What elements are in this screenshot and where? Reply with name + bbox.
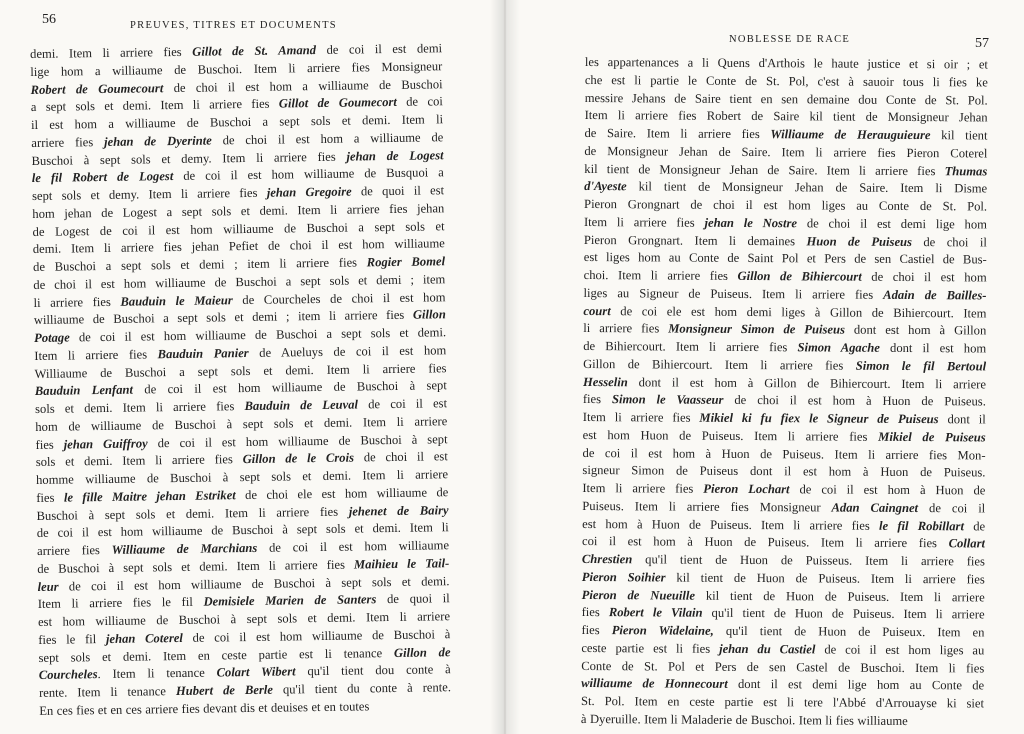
text-run: de Bihiercourt. Item li arriere fies [583, 338, 798, 355]
proper-name: le fille Maitre jehan Estriket [63, 487, 236, 505]
text-run: hom de williaume de Buschoi à sept sols et demi. Item li arriere [35, 413, 448, 434]
text-run: fies [581, 605, 609, 620]
text-run: de coi il est hom williaume de Buschoi à sept sols et demi. Item li [36, 520, 449, 541]
proper-name: jehan de Dyerinte [103, 133, 212, 149]
text-run: coi il est hom à Huon de Puiseus. Item li arriere fies [581, 534, 949, 551]
text-run: sols et demi. Item li arriere fies [34, 399, 245, 416]
text-line [582, 498, 985, 518]
text-run: Conte de St. Pol et Pers de sen Castel de Buschoi. Item li fies [581, 658, 985, 675]
proper-name: Mikiel ki fu fiex le Signeur de Puiseus [699, 410, 939, 427]
text-line [583, 427, 986, 447]
text-run: Buschoi à sept sols et demy. Item li arriere fies [31, 149, 347, 168]
proper-name: jehan du Castiel [719, 641, 816, 657]
text-run: de Buschoi a sept sols et demi ; item li arriere fies [32, 255, 367, 274]
right-page [505, 0, 1024, 734]
text-run: de choi il est hom williaume de Buschoi a sept sols et demi ; item [33, 271, 446, 292]
proper-name: Gillon de Bihiercourt [737, 268, 862, 284]
text-run: qu'il tient de Huon de Puiseus. Item li arriere [702, 605, 985, 622]
text-run: kil tient de Huon de Puiseus. Item li arriere [695, 588, 985, 604]
text-run: est hom Huon de Puiseus. Item li arriere fies [582, 427, 879, 444]
proper-name: Gillon de le Crois [242, 450, 355, 467]
proper-name: Rogier Bomel [366, 254, 446, 270]
text-line [584, 196, 987, 216]
proper-name: le fil Robert de Logest [31, 169, 174, 186]
text-run: de choi ele est hom williaume de [235, 484, 449, 502]
proper-name: Gillot de St. Amand [192, 43, 317, 59]
text-run: de coi il est hom à Huon de [789, 482, 986, 498]
text-run: de Saire. Item li arriere fies [584, 125, 771, 142]
text-run: kil tient de Monsigneur Jehan de Saire. Item li Disme [626, 179, 988, 196]
text-run: de choi il [911, 234, 987, 249]
text-run: de choi il est hom a williaume de Buschoi [163, 76, 443, 95]
text-run: Item li arriere fies [582, 480, 704, 496]
proper-name: Huon de Puiseus [806, 233, 913, 249]
proper-name: jehan de Logest [346, 147, 444, 164]
text-run: kil tient de Monsigneur Jehan de Saire. Item li arriere fies [584, 161, 945, 178]
text-run: de quoi il [376, 591, 450, 607]
text-run: est hom williaume de Buschoi à sept sols et demi. Item li arriere [37, 609, 451, 629]
proper-name: jehan le Nostre [704, 215, 798, 231]
text-run: les appartenances a li Quens d'Arthois le haute justice et si oir ; et [584, 54, 988, 72]
proper-name: Courcheles [38, 667, 98, 683]
text-run: de coi il est hom williaume de Buschoi à sept sols et demi. [58, 573, 450, 594]
text-run: est hom à Huon de Puiseus. Item li arriere fies [582, 516, 880, 533]
proper-name: Pieron de Nueuille [581, 587, 696, 603]
proper-name: Demisiele Marien de Santers [203, 592, 377, 609]
proper-name: le fil Robillart [879, 518, 965, 533]
text-run: de coi il est hom williaume [257, 538, 450, 555]
text-run: de coi il est demi [315, 41, 443, 58]
proper-name: Simon le Vaasseur [611, 392, 724, 408]
text-run: Item li arriere fies [582, 409, 700, 425]
proper-name: Collart [948, 536, 986, 551]
text-run: de Courcheles de choi il est hom [232, 289, 446, 307]
left-page [0, 0, 505, 734]
text-run: fies le fil [38, 631, 107, 647]
text-run: est liges hom au Conte de Saint Pol et Pers de sen Castiel de Bus- [583, 250, 987, 267]
text-line [582, 551, 985, 571]
text-run: Item li arriere fies [583, 214, 705, 230]
text-run: kil tient de Huon de Puiseus. Item li arriere fies [665, 570, 985, 587]
proper-name: Chrestien [581, 551, 633, 567]
text-run: signeur Simon de Puiseus dont il est hom à Huon de Puiseus. [582, 463, 986, 480]
text-run: de choi il est hom a williaume de [211, 129, 444, 148]
text-run: liges au Signeur de Puiseus. Item li arriere fies [583, 285, 884, 302]
text-run: choi. Item li arriere fies [583, 267, 738, 283]
text-run: sols et demi. Item li arriere fies [35, 452, 243, 470]
proper-name: Potage [33, 330, 70, 345]
text-run: qu'il tient dou conte à [295, 662, 451, 679]
text-line [583, 338, 986, 358]
text-run: fies [36, 490, 64, 505]
proper-name: Robert le Vilain [608, 605, 703, 620]
text-run: . Item li tenance [97, 665, 217, 682]
text-run: St. Pol. Item en ceste partie est li tere l'Abbé d'Arrouayse ki siet [581, 693, 985, 711]
text-run: Buschoi à sept sols et demi. Item li arriere fies [36, 504, 349, 523]
text-line [583, 409, 986, 429]
proper-name: Hesselin [582, 374, 628, 389]
proper-name: Hubert de Berle [175, 682, 273, 699]
page-body-text [581, 54, 988, 731]
proper-name: leur [37, 579, 59, 594]
text-run: dont est hom à Gillon [844, 322, 987, 338]
text-run: de coi il [918, 500, 986, 516]
text-run: Item li arriere fies le fil [37, 594, 204, 612]
proper-name: Simon Agache [797, 340, 880, 355]
text-run: fies [581, 622, 612, 638]
proper-name: Gillon de [393, 644, 451, 660]
text-line [584, 267, 987, 287]
proper-name: Bauduin Lenfant [34, 382, 134, 399]
proper-name: jehan Gregoire [266, 184, 352, 200]
proper-name: Williaume de Herauguieure [770, 127, 931, 143]
proper-name: Colart Wibert [216, 664, 296, 680]
text-run: messire Jehans de Saire tient en sen demaine dou Conte de St. Pol. [584, 90, 988, 107]
text-run: de choi il est [353, 449, 448, 465]
text-run: de [963, 518, 986, 533]
text-run: Pieron Grongnart. Item li demaines [583, 232, 807, 248]
text-line [584, 143, 987, 163]
text-run: arriere fies [36, 542, 112, 558]
proper-name: Pieron Widelaine, [611, 623, 714, 638]
text-line [583, 356, 986, 376]
text-run: hom jehan de Logest a sept sols et demi. Item li arriere fies jehan [32, 200, 445, 221]
proper-name: Mikiel de Puiseus [878, 429, 986, 445]
proper-name: jehan Coterel [105, 630, 183, 646]
text-run: qu'il tient de Huon de Puisseus. Item li arriere fies [632, 552, 985, 569]
proper-name: williaume de Honnecourt [581, 676, 728, 692]
proper-name: Monsigneur Simon de Puiseus [668, 321, 845, 337]
proper-name: Bauduin de Leuval [244, 397, 359, 414]
proper-name: Robert de Goumecourt [30, 80, 164, 97]
proper-name: court [583, 303, 611, 318]
proper-name: d'Ayeste [584, 179, 627, 194]
text-run: Pieron Grongnart de choi il est hom liges au Conte de St. Pol. [584, 196, 988, 214]
text-line [581, 711, 984, 731]
proper-name: Pieron Soihier [581, 569, 666, 585]
proper-name: jehan Guiffroy [63, 435, 148, 452]
text-run: sept sols et demy. Item li arriere fies [31, 185, 267, 203]
text-run: Williaume de Buschoi a sept sols et demi. Item li arriere fies [34, 360, 447, 381]
text-line [585, 54, 988, 74]
text-run: de coi il est hom williaume de Buschoi à sept [147, 431, 448, 450]
text-run: dont il est hom [879, 340, 987, 356]
text-run: de choi il est hom à Huon de Puiseus. [723, 393, 986, 409]
text-run: de coi il est [357, 396, 448, 412]
text-run: demi. Item li arriere fies jehan Pefiet de choi il est hom williaume [32, 236, 445, 257]
text-run: de coi il est hom liges au [815, 642, 985, 658]
text-run: de coi il est hom à Huon de Puiseus. Item li arriere fies Mon- [582, 445, 986, 462]
page-number: 56 [42, 12, 56, 27]
text-line [582, 569, 985, 589]
text-run: lige hom a williaume de Buschoi. Item li arriere fies Monsigneur [30, 58, 443, 79]
proper-name: Pieron Lochart [703, 481, 790, 497]
proper-name: Bauduin Panier [157, 345, 249, 361]
text-run: dont il est hom à Gillon de Bihiercourt. Item li arriere [627, 374, 987, 391]
text-run: de Buschoi à sept sols et demi. Item li arriere fies [37, 557, 355, 576]
proper-name: Adain de Bailles- [883, 287, 987, 303]
text-run: ceste partie est li fies [581, 640, 720, 656]
text-run: sept sols et demi. Item en ceste partie est li tenance [38, 645, 395, 665]
text-run: de coi il est hom williaume de Busquoi a [173, 165, 444, 184]
text-run: li arriere fies [33, 294, 121, 310]
text-run: rente. Item li tenance [38, 684, 177, 700]
proper-name: Maihieu le Tail- [353, 555, 450, 572]
text-run: de coi il est hom williaume de Buschoi à [182, 626, 451, 645]
text-line [583, 285, 986, 305]
page-body-text [30, 40, 451, 720]
text-run: de quoi il est [351, 183, 445, 199]
text-run: il est hom a williaume de Buschoi a sept sols et demi. Item li [31, 112, 444, 132]
text-run: Gillon de Bihiercourt. Item li arriere fies [583, 356, 856, 373]
proper-name: Williaume de Marchians [111, 540, 258, 557]
text-run: li arriere fies [583, 321, 669, 336]
text-run: Puiseus. Item li arriere fies Monsigneur [582, 498, 832, 515]
proper-name: Bauduin le Maieur [120, 292, 233, 309]
proper-name: Thumas [944, 163, 988, 178]
text-run: de Aueluys de coi il est hom [248, 342, 447, 360]
text-line [581, 693, 984, 713]
text-run: fies [35, 437, 64, 452]
text-run: de choi il est hom [861, 269, 987, 285]
text-run: homme williaume de Buschoi à sept sols et demi. Item li arriere [35, 467, 449, 487]
text-run: Item li arriere fies [34, 346, 158, 363]
text-line [584, 125, 987, 145]
text-run: qu'il tient de Huon de Puiseux. Item en [713, 623, 985, 640]
text-run: Item li arriere fies Robert de Saire kil tient de Monsigneur Jehan [584, 108, 988, 125]
text-line [585, 72, 988, 92]
text-run: En ces fies et en ces arriere fies devant dis et deuises et en toutes [39, 699, 370, 718]
page-number: 57 [975, 36, 989, 51]
proper-name: Adan Caingnet [831, 500, 919, 515]
text-run: de Logest de coi il est hom williaume de Buschoi a sept sols et [32, 218, 445, 239]
proper-name: jehenet de Bairy [348, 502, 449, 519]
text-run: williaume de Buschoi a sept sols et demi ; item li arriere fies [33, 307, 413, 328]
text-run: a sept sols et demi. Item li arriere fies [30, 96, 279, 115]
text-run: de choi il est demi lige hom [796, 216, 988, 232]
proper-name: Simon le fil Bertoul [855, 358, 987, 374]
proper-name: Gillon [412, 307, 446, 322]
text-run: de coi ele est hom demi liges à Gillon de Bihiercourt. Item [610, 303, 987, 320]
text-line [581, 640, 984, 660]
text-run: de Monsigneur Jehan de Saire. Item li arriere fies Pieron Coterel [584, 143, 988, 161]
running-head: PREUVES, TITRES ET DOCUMENTS [130, 20, 337, 31]
text-line [582, 480, 985, 500]
text-run: à Dyeruille. Item li Maladerie de Buschoi. Item li fies williaume [580, 711, 908, 728]
text-run: de coi il est hom williaume de Buschoi à sept [132, 378, 447, 397]
text-run: de coi [396, 94, 443, 110]
text-line [584, 214, 987, 234]
text-run: de coi il est hom williaume de Buschoi a sept sols et demi. [69, 325, 447, 345]
text-run: dont il [938, 412, 986, 427]
text-run: fies [582, 392, 613, 407]
text-run: kil tient [930, 128, 988, 143]
text-run: che est li partie le Conte de St. Pol, c'est à sauoir tous li fies ke [584, 72, 988, 90]
text-run: qu'il tient du conte à rente. [272, 680, 452, 697]
text-line [581, 622, 984, 642]
proper-name: Gillot de Goumecort [278, 95, 397, 111]
text-run: arriere fies [31, 134, 105, 150]
text-run: dont il est demi lige hom au Conte de [727, 677, 985, 693]
text-run: demi. Item li arriere fies [30, 44, 193, 61]
running-head: NOBLESSE DE RACE [729, 34, 851, 45]
